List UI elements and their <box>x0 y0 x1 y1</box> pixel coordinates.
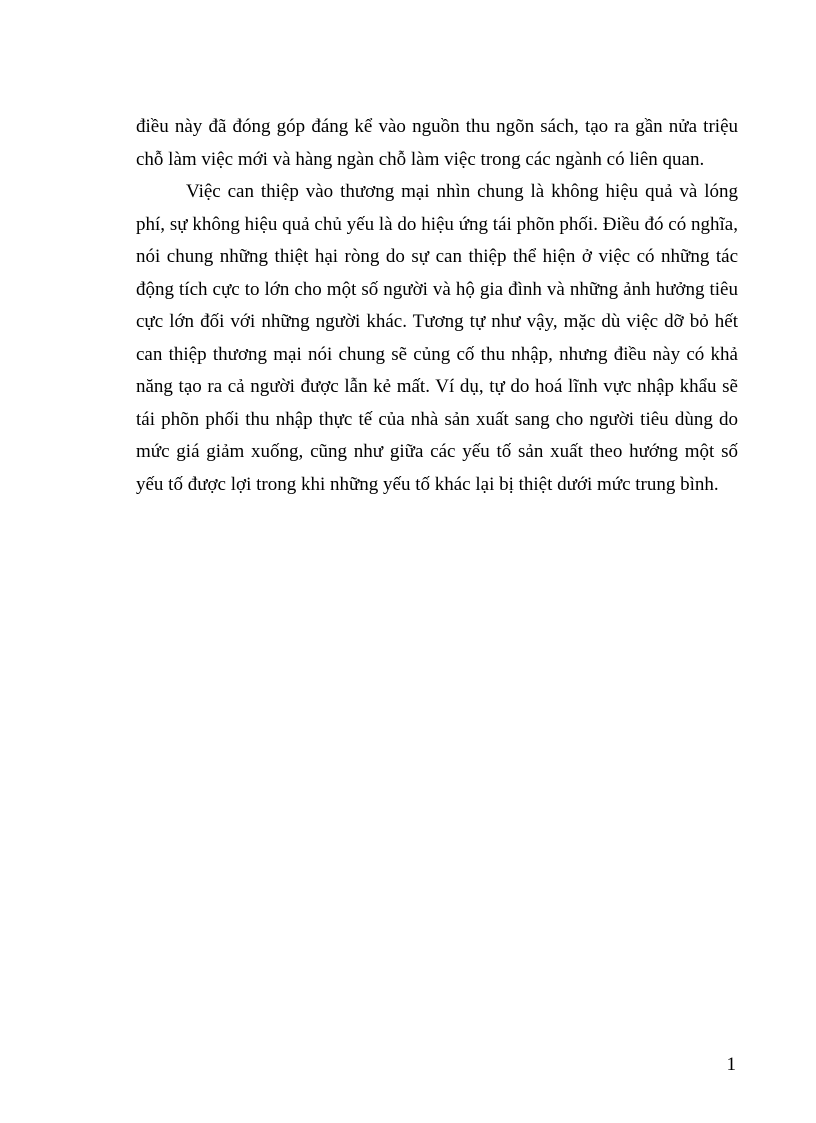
paragraph-continuation: điều này đã đóng góp đáng kể vào nguồn thu ngõn sách, tạo ra gần nửa triệu chỗ làm việc mới và hàng ngàn chỗ làm việc trong các ngành có liên quan. <box>136 116 738 170</box>
body-text <box>136 111 738 501</box>
paragraph-trade-intervention: Việc can thiệp vào thương mại nhìn chung là không hiệu quả và lóng phí, sự không hiệu quả chủ yếu là do hiệu ứng tái phõn phối. Điều đó có nghĩa, nói chung những thiệt hại ròng do sự can thiệp thể hiện ở việc có những tác động tích cực to lớn cho một số người và hộ gia đình và những ảnh hưởng tiêu cực lớn đối với những người khác. Tương tự như vậy, mặc dù việc dỡ bỏ hết can thiệp thương mại nói chung sẽ củng cố thu nhập, nhưng điều này có khả năng tạo ra cả người được lẫn kẻ mất. Ví dụ, tự do hoá lĩnh vực nhập khẩu sẽ tái phõn phối thu nhập thực tế của nhà sản xuất sang cho người tiêu dùng do mức giá giảm xuống, cũng như giữa các yếu tố sản xuất theo hướng một số yếu tố được lợi trong khi những yếu tố khác lại bị thiệt dưới mức trung bình. <box>136 181 738 495</box>
page-number: 1 <box>726 1054 736 1075</box>
